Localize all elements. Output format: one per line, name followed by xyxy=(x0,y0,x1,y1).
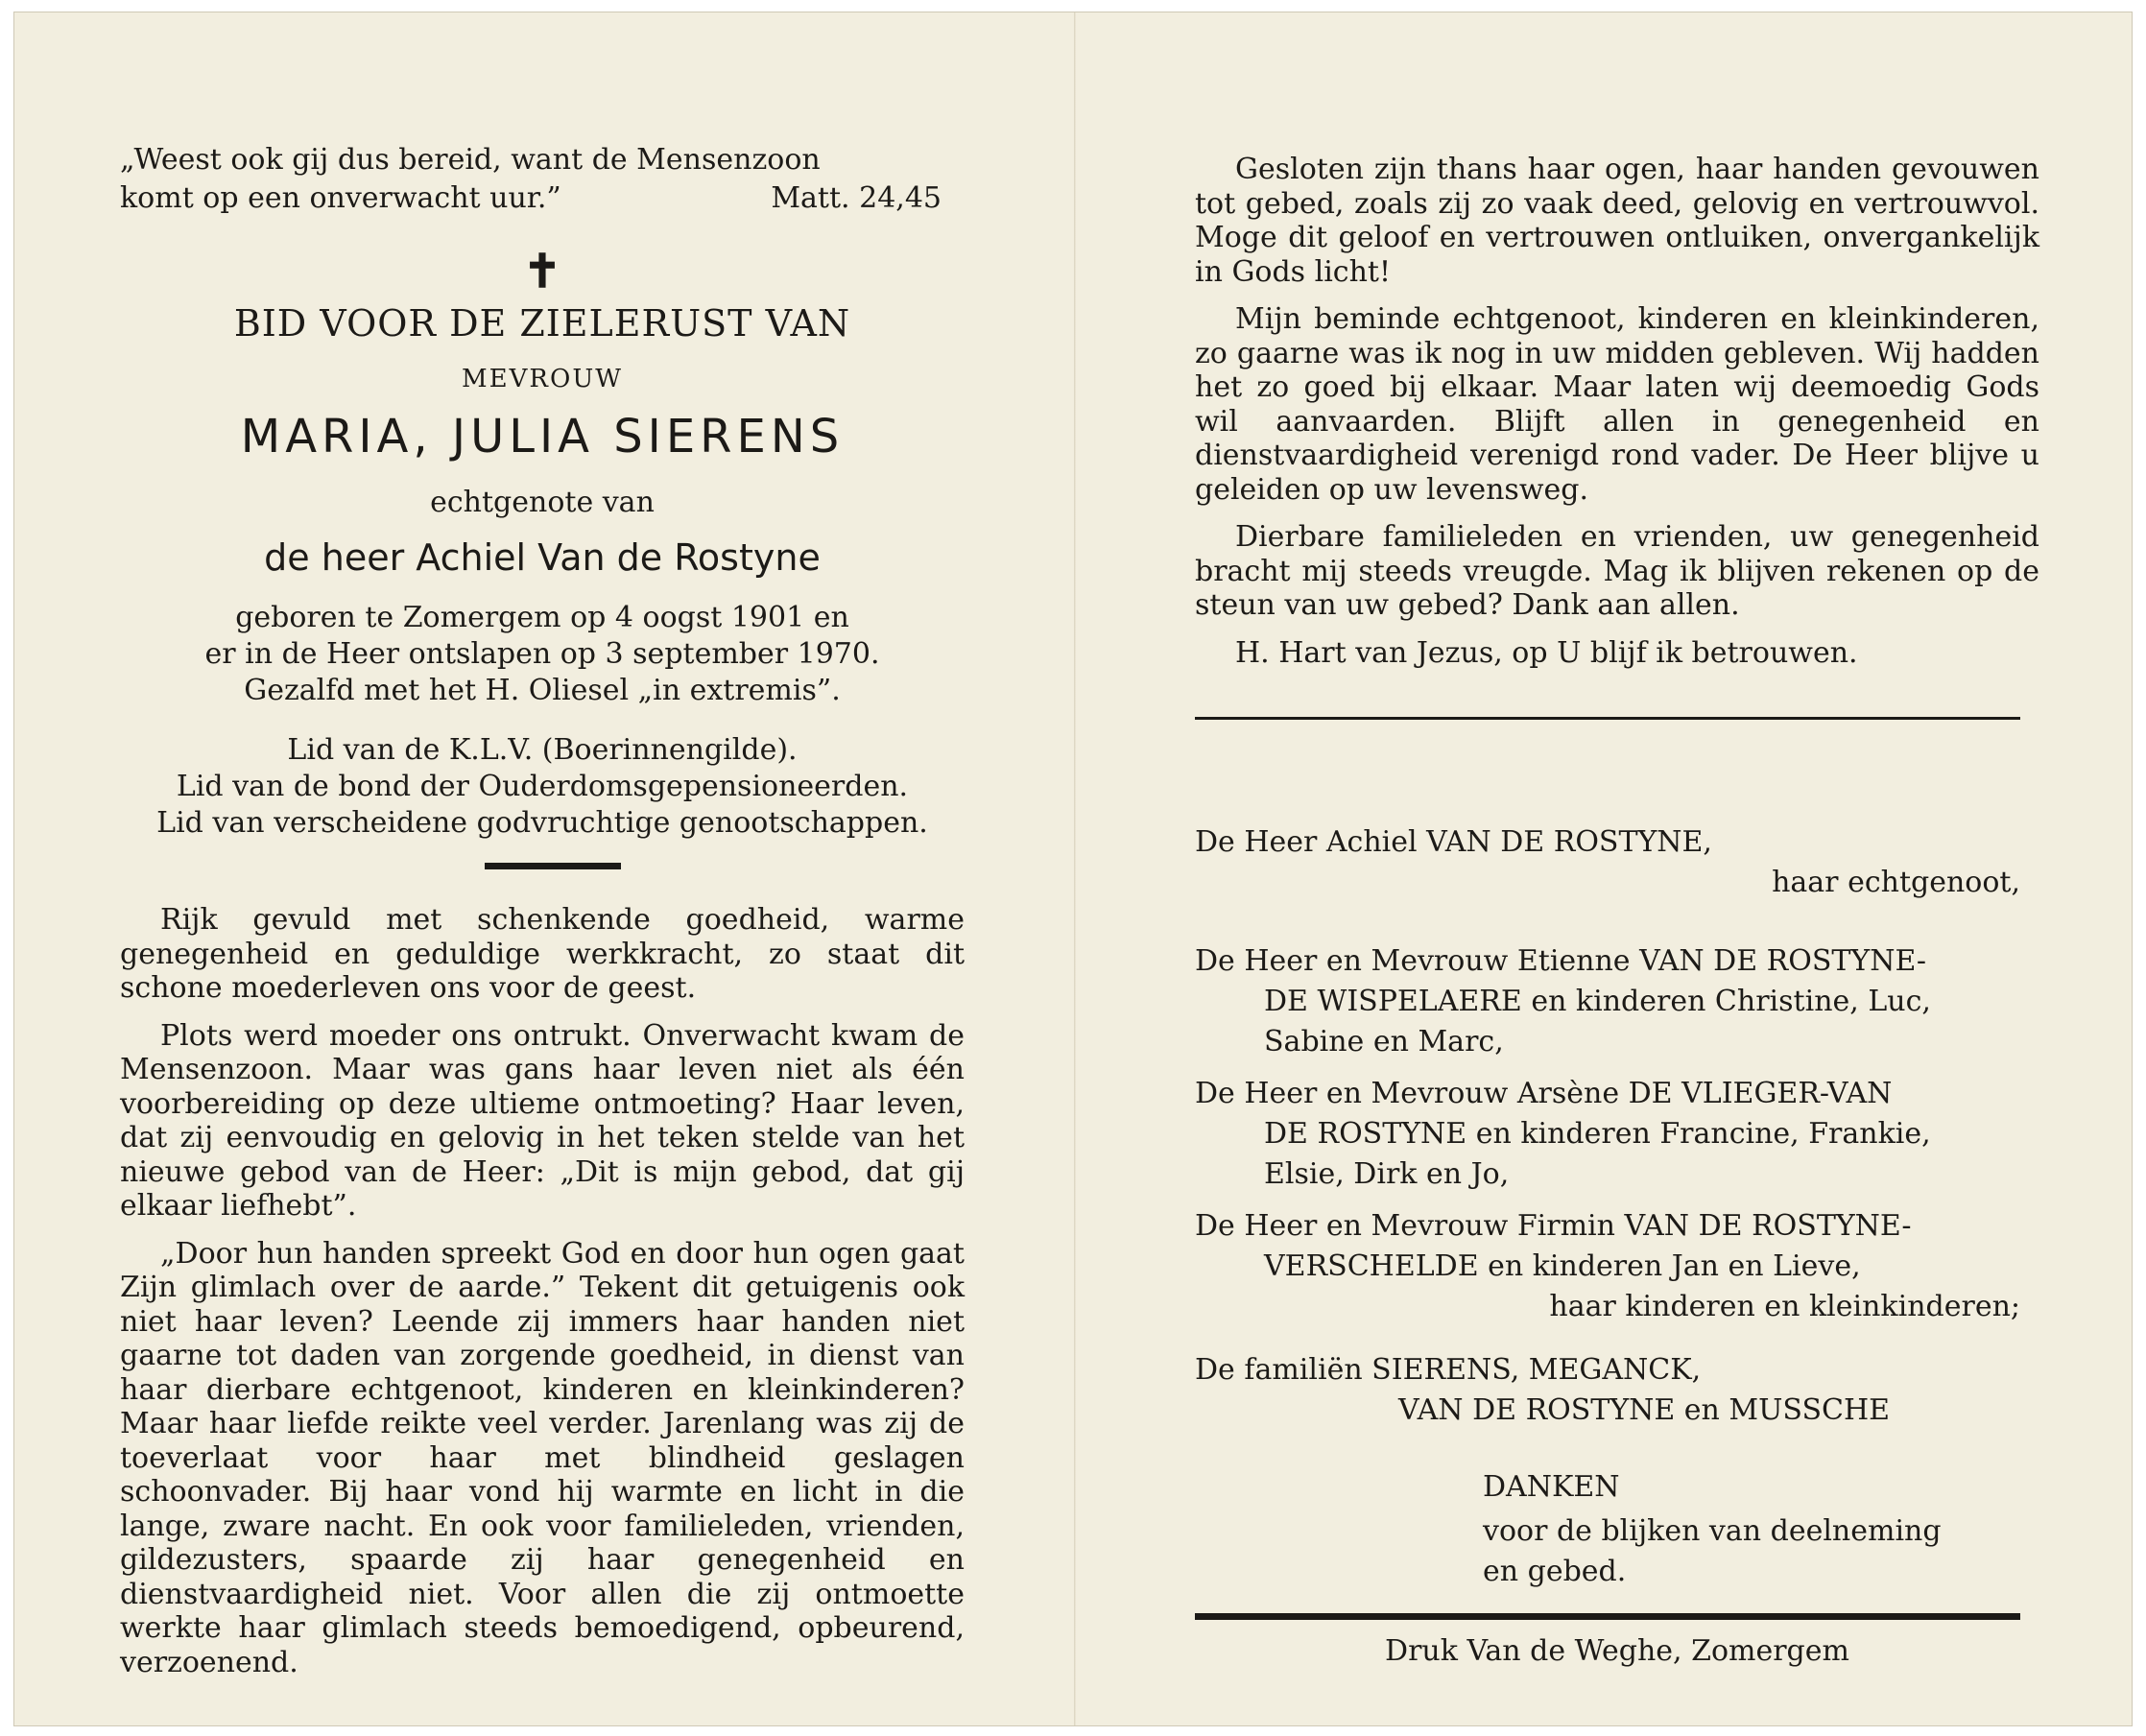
family-child xyxy=(1195,1206,2020,1327)
thanks-block xyxy=(1195,1467,2020,1592)
body-paragraph: Plots werd moeder ons ontrukt. Onverwacht kwam de Mensenzoon. Maar was gans haar leven niet als één voorbereiding op deze ultieme ontmoeting? Haar leven, dat zij eenvoudig en gelovig in het teken stelde van het nieuwe gebod van de Heer: „Dit is mijn gebod, dat gij elkaar liefhebt”. xyxy=(120,1018,965,1223)
family-husband xyxy=(1195,822,2020,903)
membership-line: Lid van verscheidene godvruchtige genootschappen. xyxy=(156,806,928,840)
body-paragraph: Mijn beminde echtgenoot, kinderen en kleinkinderen, zo gaarne was ik nog in uw midden gebleven. Wij hadden het zo goed bij elkaar. Maar laten wij deemoedig Gods wil aanvaarden. Blijft allen in genegenheid en dienstvaardigheid verenigd rond vader. De Heer blijve u geleiden op uw levensweg. xyxy=(1195,302,2039,507)
child-line: Sabine en Marc, xyxy=(1264,1025,1504,1058)
child-line: De Heer en Mevrouw Arsène DE VLIEGER-VAN xyxy=(1195,1077,1893,1110)
left-body-text xyxy=(120,903,965,1693)
body-paragraph: „Door hun handen spreekt God en door hun ogen gaat Zijn glimlach over de aarde.” Tekent dit getuigenis ook niet haar leven? Leende zij immers haar handen niet gaarne tot daden van zorgende goedheid, in dienst van haar dierbare echtgenoot, kinderen en kleinkinderen? Maar haar liefde reikte veel verder. Jarenlang was zij de toeverlaat voor haar met blindheid geslagen schoonvader. Bij haar vond hij warmte en licht in die lange, zware nacht. En ook voor familieleden, vrienden, gildezusters, spaarde zij haar genegenheid en dienstvaardigheid niet. Voor allen die zij ontmoette werkte haar glimlach steeds bemoedigend, opbeurend, verzoenend. xyxy=(120,1236,965,1679)
divider-rule xyxy=(1195,717,2020,720)
relatives-line: De familiën SIERENS, MEGANCK, xyxy=(1195,1353,1702,1387)
child-line: DE ROSTYNE en kinderen Francine, Frankie, xyxy=(1264,1117,1931,1151)
body-paragraph: Gesloten zijn thans haar ogen, haar handen gevouwen tot gebed, zoals zij zo vaak deed, gelovig en vertrouwvol. Moge dit geloof en vertrouwen ontluiken, onvergankelijk in Gods licht! xyxy=(1195,153,2039,289)
birth-death-details xyxy=(120,600,965,709)
death-line: er in de Heer ontslapen op 3 september 1970. xyxy=(204,637,880,671)
right-body-text xyxy=(1195,153,2039,671)
child-line: De Heer en Mevrouw Firmin VAN DE ROSTYNE- xyxy=(1195,1209,1912,1243)
memorial-card xyxy=(13,12,2133,1726)
bible-quote xyxy=(120,141,965,218)
left-panel xyxy=(120,12,965,1725)
thanks-line: en gebed. xyxy=(1483,1555,1627,1588)
child-line: De Heer en Mevrouw Etienne VAN DE ROSTYNE- xyxy=(1195,944,1927,978)
husband-line: De Heer Achiel VAN DE ROSTYNE, xyxy=(1195,825,1712,859)
children-role: haar kinderen en kleinkinderen; xyxy=(1549,1290,2020,1323)
title-mevrouw: MEVROUW xyxy=(462,365,623,393)
spouse-of-label: echtgenote van xyxy=(430,486,655,519)
deceased-name: MARIA, JULIA SIERENS xyxy=(240,410,845,464)
body-paragraph: Dierbare familieleden en vrienden, uw genegenheid bracht mij steeds vreugde. Mag ik blijven rekenen op de steun van uw gebed? Dank aan allen. xyxy=(1195,520,2039,622)
quote-line-2: komt op een onverwacht uur.” xyxy=(120,181,561,215)
cross-icon: ✝ xyxy=(522,245,562,298)
memberships xyxy=(120,732,965,842)
child-line: VERSCHELDE en kinderen Jan en Lieve, xyxy=(1264,1249,1861,1283)
quote-reference: Matt. 24,45 xyxy=(771,181,942,215)
quote-line-1: „Weest ook gij dus bereid, want de Mensenzoon xyxy=(120,143,821,177)
child-line: DE WISPELAERE en kinderen Christine, Luc, xyxy=(1264,985,1931,1018)
anointing-line: Gezalfd met het H. Oliesel „in extremis”. xyxy=(244,674,841,707)
spouse-name: de heer Achiel Van de Rostyne xyxy=(264,536,821,579)
thanks-line: voor de blijken van deelneming xyxy=(1483,1514,1942,1548)
body-paragraph: Rijk gevuld met schenkende goedheid, warme genegenheid en geduldige werkkracht, zo staat dit schone moederleven ons voor de geest. xyxy=(120,903,965,1005)
birth-line: geboren te Zomergem op 4 oogst 1901 en xyxy=(235,601,849,634)
family-list xyxy=(1195,822,2020,1442)
thanks-title: DANKEN xyxy=(1483,1470,1620,1504)
closing-prayer: H. Hart van Jezus, op U blijf ik betrouwen. xyxy=(1235,635,1858,670)
prayer-heading: BID VOOR DE ZIELERUST VAN xyxy=(233,302,851,345)
right-panel xyxy=(1195,12,2039,1725)
child-line: Elsie, Dirk en Jo, xyxy=(1264,1157,1510,1191)
printer-credit: Druk Van de Weghe, Zomergem xyxy=(1385,1634,1849,1668)
family-child xyxy=(1195,941,2020,1062)
husband-role: haar echtgenoot, xyxy=(1772,866,2020,899)
membership-line: Lid van de bond der Ouderdomsgepensioneerden. xyxy=(176,770,909,803)
family-child xyxy=(1195,1074,2020,1195)
card-fold xyxy=(1074,12,1076,1725)
relatives-line: VAN DE ROSTYNE en MUSSCHE xyxy=(1398,1393,1891,1427)
quote-line-2-row xyxy=(120,179,965,218)
divider-rule xyxy=(485,863,621,869)
membership-line: Lid van de K.L.V. (Boerinnengilde). xyxy=(287,733,798,767)
family-relatives xyxy=(1195,1350,2020,1431)
divider-rule xyxy=(1195,1613,2020,1620)
